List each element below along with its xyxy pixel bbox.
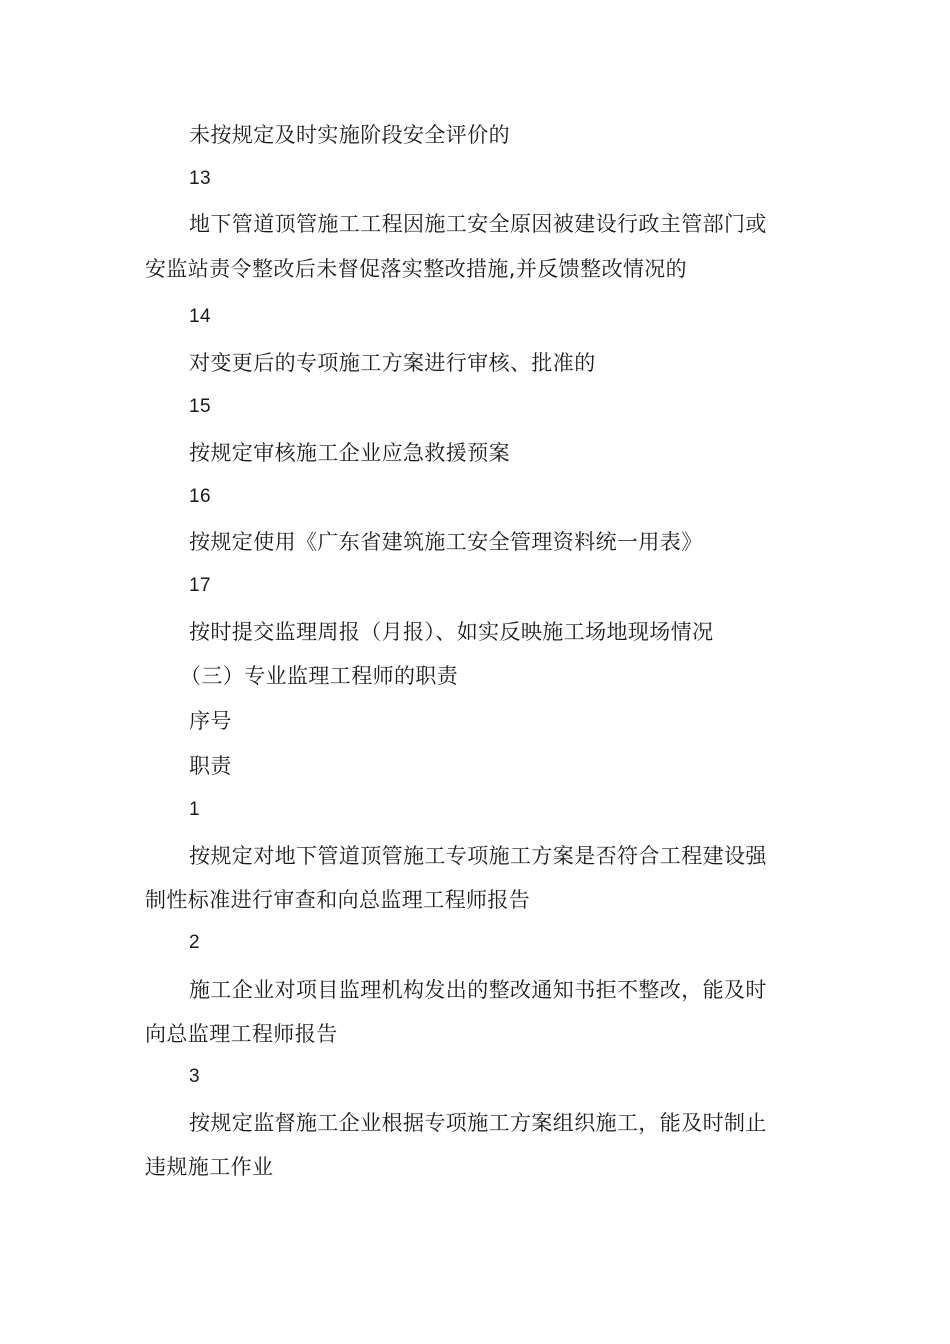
item-text-continued: 向总监理工程师报告 [145,1022,338,1046]
item-text: 地下管道顶管施工工程因施工安全原因被建设行政主管部门或 [189,212,767,236]
item-text: 按规定对地下管道顶管施工专项施工方案是否符合工程建设强 [189,844,767,868]
item-text-continued: 安监站责令整改后未督促落实整改措施,并反馈整改情况的 [145,257,688,281]
item-text: 按规定监督施工企业根据专项施工方案组织施工，能及时制止 [189,1111,767,1135]
item-text: 未按规定及时实施阶段安全评价的 [189,123,510,147]
item-text: 按时提交监理周报（月报）、如实反映施工场地现场情况 [189,620,714,644]
item-text: 按规定审核施工企业应急救援预案 [189,441,510,465]
item-number: 16 [189,486,211,507]
section-heading: （三）专业监理工程师的职责 [180,664,459,688]
item-text: 按规定使用《广东省建筑施工安全管理资料统一用表》 [189,530,703,554]
item-number: 1 [189,799,200,820]
item-text-continued: 制性标准进行审查和向总监理工程师报告 [145,888,531,912]
item-number: 14 [189,306,211,327]
item-number: 15 [189,396,211,417]
item-text: 对变更后的专项施工方案进行审核、批准的 [189,351,596,375]
item-number: 13 [189,168,211,189]
item-text: 施工企业对项目监理机构发出的整改通知书拒不整改，能及时 [189,978,767,1002]
item-number: 2 [189,932,200,953]
header-seq: 序号 [189,709,232,733]
item-number: 3 [189,1066,200,1087]
item-number: 17 [189,575,211,596]
header-duty: 职责 [189,754,232,778]
item-text-continued: 违规施工作业 [145,1155,274,1179]
